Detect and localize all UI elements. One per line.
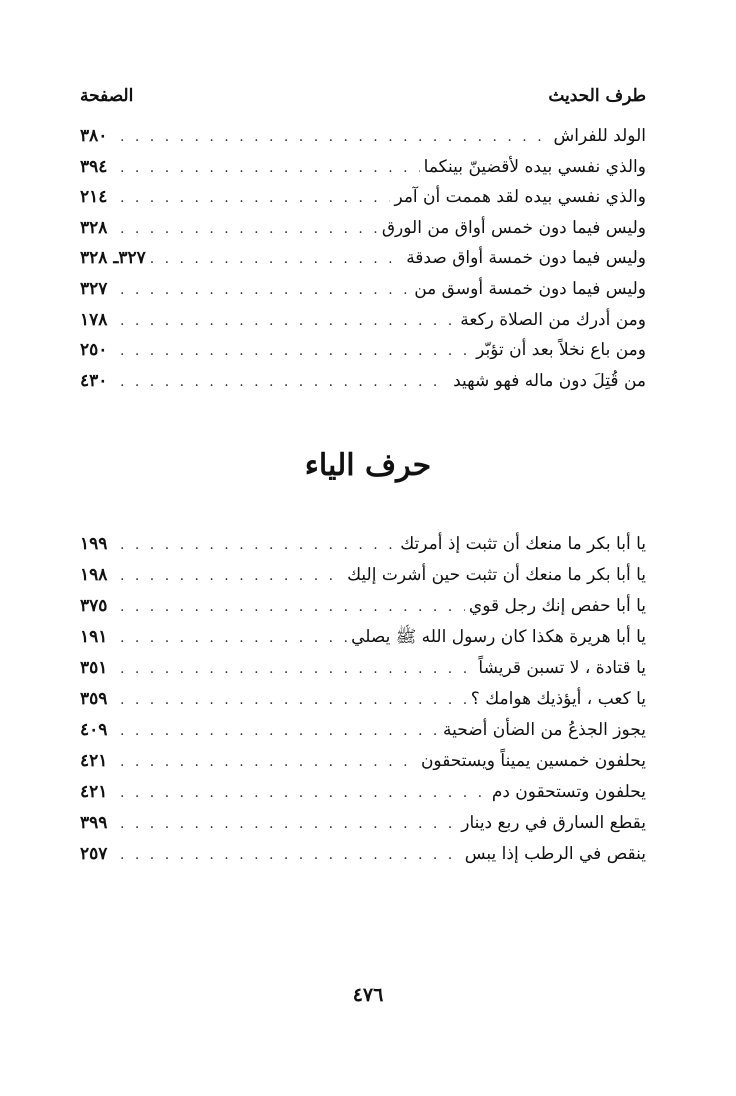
dot-leader [120,275,410,306]
dot-leader [120,561,343,592]
hadith-text: يا قتادة ، لا تسبن قريشاً [478,658,646,678]
page-reference: ١٧٨ [80,309,108,330]
hadith-text: والذي نفسي بيده لقد هممت أن آمر [394,187,646,208]
hadith-text: يا كعب ، أيؤذيك هوامك ؟ [470,689,646,709]
hadith-text: يا أبا بكر ما منعك أن تثبت إذ أمرتك [400,534,646,554]
dot-leader [120,367,449,398]
page-reference: ٣٩٤ [80,156,108,177]
index-entry [80,335,646,366]
hadith-text: ومن أدرك من الصلاة ركعة [460,309,646,330]
hadith-text: يحلفون وتستحقون دم [491,782,646,802]
page-reference: ٣٢٧ـ ٣٢٨ [80,248,146,269]
dot-leader [120,183,390,214]
page-reference: ٤٣٠ [80,370,108,391]
index-entry [80,808,646,839]
index-entry [80,653,646,684]
index-entry [80,715,646,746]
hadith-text: يحلفون خمسين يميناً ويستحقون [420,751,646,771]
dot-leader [150,244,402,275]
dot-leader [120,778,488,809]
hadith-text: وليس فيما دون خمسة أوسق من [414,278,646,299]
index-entry [80,121,646,152]
hadith-text: يجوز الجذعُ من الضأن أضحية [443,720,646,740]
hadith-column-header: طرف الحديث [548,86,646,106]
page-reference: ٤٢١ [80,782,108,802]
section-heading: حرف الياء [304,448,432,483]
page-column-header: الصفحة [80,86,134,106]
index-entry [80,182,646,213]
dot-leader [120,747,417,778]
hadith-text: يا أبا بكر ما منعك أن تثبت حين أشرت إليك [347,565,646,585]
index-entry [80,591,646,622]
dot-leader [120,809,457,840]
index-entry [80,839,646,870]
hadith-text: وليس فيما دون خمس أواق من الورق [381,217,646,238]
index-entry [80,746,646,777]
page-reference: ٤٢١ [80,751,108,771]
page-reference: ٤٠٩ [80,720,108,740]
dot-leader [120,654,474,685]
index-entry [80,777,646,808]
index-list-section-1 [80,121,646,396]
page-reference: ٣٥١ [80,658,108,678]
index-entry [80,274,646,305]
dot-leader [120,623,347,654]
dot-leader [120,214,378,245]
page-reference: ٣٩٩ [80,813,108,833]
page-reference: ٣٨٠ [80,126,108,146]
hadith-text: ومن باع نخلاً بعد أن تؤبّر [476,340,646,361]
hadith-text: يا أبا هريرة هكذا كان رسول الله ﷺ يصلي [351,627,646,647]
index-entry [80,243,646,274]
dot-leader [120,685,467,716]
hadith-text: يقطع السارق في ربع دينار [461,813,646,833]
hadith-text: وليس فيما دون خمسة أواق صدقة [406,248,646,269]
hadith-text: الولد للفراش [553,126,646,146]
index-entry [80,529,646,560]
dot-leader [120,716,439,747]
index-entry [80,213,646,244]
page-reference: ٣٥٩ [80,689,108,709]
page-reference: ١٩١ [80,627,108,647]
dot-leader [120,153,420,184]
dot-leader [120,592,465,623]
dot-leader [120,336,472,367]
dot-leader [120,306,456,337]
page-reference: ٣٧٥ [80,596,108,616]
index-entry [80,305,646,336]
index-entry [80,684,646,715]
hadith-text: والذي نفسي بيده لأقضينّ بينكما [423,156,646,177]
hadith-text: يا أبا حفص إنك رجل قوي [468,596,646,616]
page-reference: ٣٢٨ [80,217,108,238]
hadith-text: ينقص في الرطب إذا يبس [464,844,646,864]
index-list-section-2 [80,529,646,870]
dot-leader [120,840,461,871]
page-number: ٤٧٦ [352,984,384,1006]
dot-leader [120,530,396,561]
index-entry [80,152,646,183]
page-reference: ١٩٩ [80,534,108,554]
hadith-text: من قُتِلَ دون ماله فهو شهيد [453,370,646,391]
page-reference: ٣٢٧ [80,278,108,299]
index-entry [80,560,646,591]
page-reference: ١٩٨ [80,565,108,585]
index-entry [80,366,646,397]
index-entry [80,622,646,653]
page-reference: ٢٥٧ [80,844,108,864]
page-reference: ٢٥٠ [80,340,108,361]
column-headers [80,86,646,112]
dot-leader [120,122,550,153]
page-reference: ٢١٤ [80,187,108,208]
